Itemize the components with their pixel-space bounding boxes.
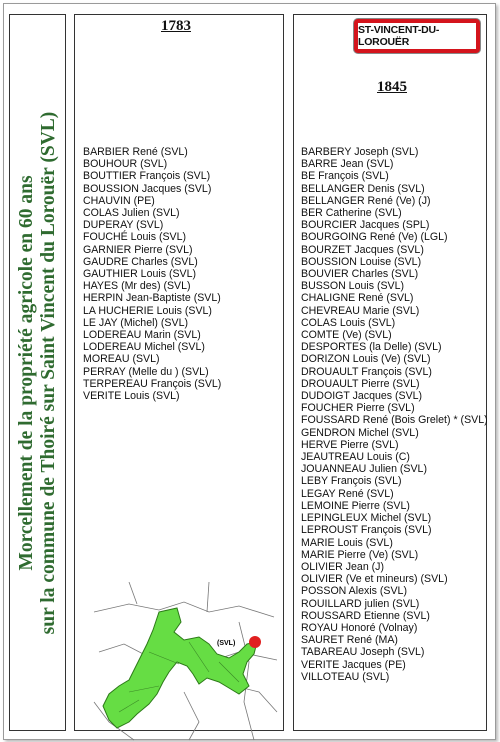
owner-entry: BARBERY Joseph (SVL) — [301, 146, 419, 158]
owner-entry: BOUSSION Louise (SVL) — [301, 255, 422, 268]
owner-entry: TABAREAU Joseph (SVL) — [301, 646, 425, 659]
road-sign — [354, 19, 480, 53]
owner-entry: ROUILLARD julien (SVL) — [301, 597, 420, 610]
owner-entry: VERITE Jacques (PE) — [301, 658, 406, 671]
owner-entry: GENDRON Michel (SVL) — [301, 426, 419, 439]
road-sign-text: ST-VINCENT-DU-LOROUËR — [358, 24, 440, 48]
owner-entry: SAURET René (MA) — [301, 634, 398, 647]
owner-entry: BOUTTIER François (SVL) — [83, 170, 211, 183]
owner-entry: DROUAULT François (SVL) — [301, 365, 432, 378]
owner-entry: BOURGOING René (Ve) (LGL) — [301, 231, 448, 244]
owner-entry: DROUAULT Pierre (SVL) — [301, 377, 420, 390]
vertical-title — [16, 53, 60, 693]
year-1845-heading: 1845 — [377, 79, 407, 95]
owner-entry: LA HUCHERIE Louis (SVL) — [83, 304, 212, 317]
owner-entry: CHEVREAU Marie (SVL) — [301, 304, 420, 317]
owner-entry: LEPROUST François (SVL) — [301, 524, 432, 537]
title-line-2: sur la commune de Thoiré sur Saint Vincent du Lorouër (SVL) — [37, 111, 59, 634]
owner-entry: HERVE Pierre (SVL) — [301, 438, 399, 451]
year-1783-heading: 1783 — [161, 18, 191, 34]
owner-entry: LEMOINE Pierre (SVL) — [301, 499, 410, 512]
owner-entry: BOURCIER Jacques (SPL) — [301, 219, 430, 232]
owner-entry: MARIE Louis (SVL) — [301, 536, 393, 549]
owners-1783-list — [83, 146, 221, 402]
owner-entry: BARBIER René (SVL) — [83, 146, 188, 158]
commune-shape — [103, 608, 257, 728]
owner-entry: DUDOIGT Jacques (SVL) — [301, 390, 423, 403]
owner-entry: PERRAY (Melle du ) (SVL) — [83, 365, 209, 378]
commune-map — [89, 582, 279, 742]
column-1783 — [74, 14, 284, 731]
owner-entry: CHAUVIN (PE) — [83, 194, 155, 207]
owner-entry: BOUSSION Jacques (SVL) — [83, 182, 212, 195]
owner-entry: BER Catherine (SVL) — [301, 207, 402, 220]
owner-entry: BELLANGER René (Ve) (J) — [301, 194, 431, 207]
owner-entry: GAUDRE Charles (SVL) — [83, 255, 198, 268]
owner-entry: FOUCHÉ Louis (SVL) — [83, 231, 187, 244]
title-line-1: Morcellement de la propriété agricole en 60 ans — [15, 174, 37, 571]
owner-entry: JOUANNEAU Julien (SVL) — [301, 463, 427, 476]
owner-entry: GAUTHIER Louis (SVL) — [83, 268, 197, 281]
owner-entry: LEBY François (SVL) — [301, 475, 402, 488]
location-dot — [249, 636, 261, 648]
owner-entry: FOUSSARD René (Bois Grelet) * (SVL) — [301, 414, 488, 427]
map-label: (SVL) — [217, 640, 236, 647]
owner-entry: HERPIN Jean-Baptiste (SVL) — [83, 292, 221, 305]
owner-entry: ROUSSARD Etienne (SVL) — [301, 609, 430, 622]
column-1845 — [293, 14, 487, 731]
owner-entry: FOUCHER Pierre (SVL) — [301, 402, 415, 415]
owner-entry: BOURZET Jacques (SVL) — [301, 243, 424, 256]
owners-1845-list — [301, 146, 488, 683]
document-page — [3, 3, 496, 740]
owner-entry: COLAS Julien (SVL) — [83, 207, 180, 220]
owner-entry: COLAS Louis (SVL) — [301, 316, 396, 329]
owner-entry: BOUHOUR (SVL) — [83, 158, 168, 171]
owner-entry: LODEREAU Marin (SVL) — [83, 329, 201, 342]
owner-entry: LEGAY René (SVL) — [301, 487, 394, 500]
owner-entry: OLIVIER (Ve et mineurs) (SVL) — [301, 573, 448, 586]
owner-entry: VILLOTEAU (SVL) — [301, 670, 390, 683]
owner-entry: BOUVIER Charles (SVL) — [301, 268, 419, 281]
owner-entry: BELLANGER Denis (SVL) — [301, 182, 425, 195]
owner-entry: BE François (SVL) — [301, 170, 389, 183]
owner-entry: MOREAU (SVL) — [83, 353, 160, 366]
owner-entry: DUPERAY (SVL) — [83, 219, 164, 232]
owner-entry: LEPINGLEUX Michel (SVL) — [301, 512, 432, 525]
owner-entry: LODEREAU Michel (SVL) — [83, 341, 205, 354]
title-column — [9, 14, 66, 731]
owner-entry: BARRE Jean (SVL) — [301, 158, 394, 171]
owner-entry: TERPEREAU François (SVL) — [83, 377, 222, 390]
owner-entry: DESPORTES (la Delle) (SVL) — [301, 341, 442, 354]
owner-entry: ROYAU Honoré (Volnay) — [301, 621, 418, 634]
owner-entry: POSSON Alexis (SVL) — [301, 585, 407, 598]
owner-entry: LE JAY (Michel) (SVL) — [83, 316, 188, 329]
owner-entry: DORIZON Louis (Ve) (SVL) — [301, 353, 431, 366]
owner-entry: MARIE Pierre (Ve) (SVL) — [301, 548, 419, 561]
owner-entry: VERITE Louis (SVL) — [83, 390, 180, 403]
owner-entry: HAYES (Mr des) (SVL) — [83, 280, 191, 293]
owner-entry: OLIVIER Jean (J) — [301, 560, 385, 573]
owner-entry: COMTE (Ve) (SVL) — [301, 329, 392, 342]
owner-entry: CHALIGNE René (SVL) — [301, 292, 414, 305]
owner-entry: GARNIER Pierre (SVL) — [83, 243, 193, 256]
owner-entry: BUSSON Louis (SVL) — [301, 280, 405, 293]
owner-entry: JEAUTREAU Louis (C) — [301, 451, 410, 464]
